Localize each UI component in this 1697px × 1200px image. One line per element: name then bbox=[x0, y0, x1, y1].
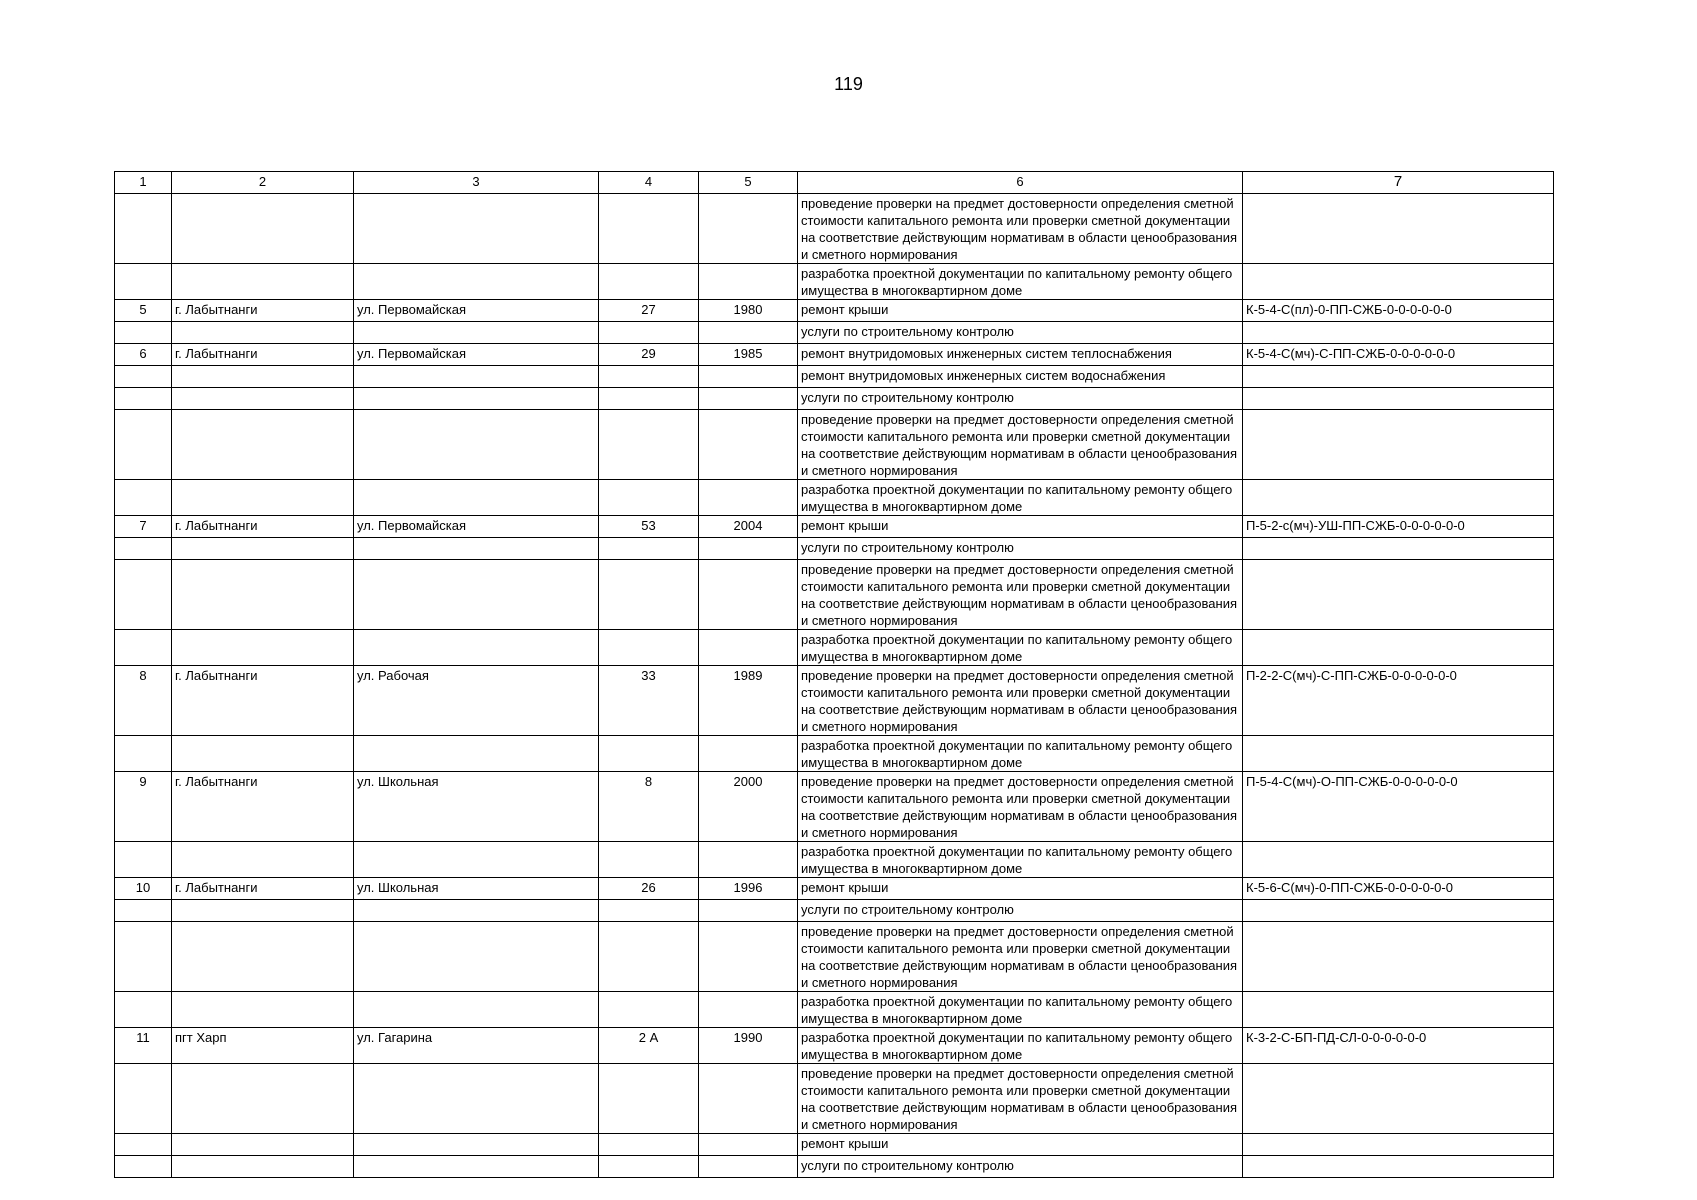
cell-house-number bbox=[599, 388, 699, 410]
cell-work-type: разработка проектной документации по капитальному ремонту общего имущества в многоквартирном доме bbox=[798, 264, 1243, 300]
cell-settlement: пгт Харп bbox=[172, 1028, 354, 1064]
cell-settlement bbox=[172, 736, 354, 772]
cell-work-type: проведение проверки на предмет достоверности определения сметной стоимости капитального ремонта или проверки сметной документации на соответствие действующим нормативам в области ценообразования и сметного нормирования bbox=[798, 666, 1243, 736]
cell-building-code: П-5-4-С(мч)-О-ПП-СЖБ-0-0-0-0-0-0 bbox=[1243, 772, 1554, 842]
cell-settlement bbox=[172, 194, 354, 264]
cell-settlement: г. Лабытнанги bbox=[172, 344, 354, 366]
cell-row-number bbox=[115, 264, 172, 300]
cell-house-number: 2 А bbox=[599, 1028, 699, 1064]
cell-year-built bbox=[699, 480, 798, 516]
cell-settlement: г. Лабытнанги bbox=[172, 878, 354, 900]
cell-house-number bbox=[599, 264, 699, 300]
cell-row-number: 5 bbox=[115, 300, 172, 322]
cell-street bbox=[354, 630, 599, 666]
cell-street bbox=[354, 560, 599, 630]
cell-building-code bbox=[1243, 842, 1554, 878]
cell-year-built: 1990 bbox=[699, 1028, 798, 1064]
cell-street bbox=[354, 388, 599, 410]
table-row bbox=[115, 194, 1554, 264]
cell-work-type: ремонт внутридомовых инженерных систем водоснабжения bbox=[798, 366, 1243, 388]
cell-work-type: услуги по строительному контролю bbox=[798, 900, 1243, 922]
cell-year-built bbox=[699, 1064, 798, 1134]
cell-street bbox=[354, 842, 599, 878]
cell-row-number bbox=[115, 560, 172, 630]
header-col-1: 1 bbox=[115, 172, 172, 194]
cell-row-number bbox=[115, 388, 172, 410]
table-row bbox=[115, 1134, 1554, 1156]
cell-house-number bbox=[599, 1064, 699, 1134]
cell-building-code bbox=[1243, 264, 1554, 300]
cell-work-type: проведение проверки на предмет достоверности определения сметной стоимости капитального ремонта или проверки сметной документации на соответствие действующим нормативам в области ценообразования и сметного нормирования bbox=[798, 922, 1243, 992]
works-table bbox=[114, 171, 1554, 1178]
cell-building-code bbox=[1243, 1156, 1554, 1178]
cell-settlement bbox=[172, 366, 354, 388]
header-col-3: 3 bbox=[354, 172, 599, 194]
cell-work-type: ремонт крыши bbox=[798, 1134, 1243, 1156]
table-row bbox=[115, 516, 1554, 538]
cell-house-number bbox=[599, 922, 699, 992]
cell-street bbox=[354, 538, 599, 560]
page-number: 119 bbox=[834, 74, 863, 94]
table-row bbox=[115, 538, 1554, 560]
cell-row-number bbox=[115, 900, 172, 922]
cell-building-code bbox=[1243, 366, 1554, 388]
cell-year-built bbox=[699, 560, 798, 630]
cell-year-built bbox=[699, 900, 798, 922]
table-row bbox=[115, 772, 1554, 842]
cell-street bbox=[354, 322, 599, 344]
cell-house-number bbox=[599, 1156, 699, 1178]
cell-settlement bbox=[172, 1156, 354, 1178]
cell-row-number: 8 bbox=[115, 666, 172, 736]
cell-settlement: г. Лабытнанги bbox=[172, 516, 354, 538]
table-row bbox=[115, 878, 1554, 900]
cell-street bbox=[354, 922, 599, 992]
cell-year-built bbox=[699, 194, 798, 264]
cell-year-built bbox=[699, 264, 798, 300]
header-col-5: 5 bbox=[699, 172, 798, 194]
cell-row-number bbox=[115, 736, 172, 772]
cell-house-number: 26 bbox=[599, 878, 699, 900]
cell-year-built: 1989 bbox=[699, 666, 798, 736]
header-col-7: 7 bbox=[1243, 172, 1554, 194]
cell-year-built bbox=[699, 1134, 798, 1156]
cell-year-built bbox=[699, 322, 798, 344]
cell-year-built: 1985 bbox=[699, 344, 798, 366]
cell-year-built bbox=[699, 388, 798, 410]
cell-street bbox=[354, 410, 599, 480]
cell-work-type: услуги по строительному контролю bbox=[798, 1156, 1243, 1178]
cell-street bbox=[354, 1064, 599, 1134]
cell-year-built bbox=[699, 736, 798, 772]
cell-building-code bbox=[1243, 194, 1554, 264]
cell-building-code: К-5-4-С(мч)-С-ПП-СЖБ-0-0-0-0-0-0 bbox=[1243, 344, 1554, 366]
table-row bbox=[115, 300, 1554, 322]
table-row bbox=[115, 1156, 1554, 1178]
table-row bbox=[115, 388, 1554, 410]
cell-settlement bbox=[172, 900, 354, 922]
table-row bbox=[115, 322, 1554, 344]
table-row bbox=[115, 1064, 1554, 1134]
cell-row-number: 10 bbox=[115, 878, 172, 900]
cell-settlement bbox=[172, 1134, 354, 1156]
cell-work-type: проведение проверки на предмет достоверности определения сметной стоимости капитального ремонта или проверки сметной документации на соответствие действующим нормативам в области ценообразования и сметного нормирования bbox=[798, 560, 1243, 630]
cell-house-number bbox=[599, 736, 699, 772]
cell-street: ул. Первомайская bbox=[354, 344, 599, 366]
cell-work-type: разработка проектной документации по капитальному ремонту общего имущества в многоквартирном доме bbox=[798, 630, 1243, 666]
cell-building-code bbox=[1243, 322, 1554, 344]
cell-house-number bbox=[599, 538, 699, 560]
cell-work-type: услуги по строительному контролю bbox=[798, 538, 1243, 560]
cell-year-built: 2004 bbox=[699, 516, 798, 538]
cell-house-number: 29 bbox=[599, 344, 699, 366]
cell-work-type: услуги по строительному контролю bbox=[798, 322, 1243, 344]
cell-house-number: 53 bbox=[599, 516, 699, 538]
cell-building-code: К-5-6-С(мч)-0-ПП-СЖБ-0-0-0-0-0-0 bbox=[1243, 878, 1554, 900]
cell-row-number: 11 bbox=[115, 1028, 172, 1064]
cell-work-type: ремонт крыши bbox=[798, 300, 1243, 322]
cell-settlement bbox=[172, 322, 354, 344]
cell-house-number: 33 bbox=[599, 666, 699, 736]
cell-work-type: разработка проектной документации по капитальному ремонту общего имущества в многоквартирном доме bbox=[798, 480, 1243, 516]
table-body bbox=[115, 194, 1554, 1178]
table-row bbox=[115, 630, 1554, 666]
cell-house-number bbox=[599, 322, 699, 344]
cell-street bbox=[354, 480, 599, 516]
cell-year-built bbox=[699, 1156, 798, 1178]
cell-work-type: разработка проектной документации по капитальному ремонту общего имущества в многоквартирном доме bbox=[798, 842, 1243, 878]
cell-settlement bbox=[172, 264, 354, 300]
cell-row-number bbox=[115, 1156, 172, 1178]
cell-work-type: разработка проектной документации по капитальному ремонту общего имущества в многоквартирном доме bbox=[798, 992, 1243, 1028]
cell-house-number bbox=[599, 366, 699, 388]
cell-house-number bbox=[599, 560, 699, 630]
cell-settlement: г. Лабытнанги bbox=[172, 666, 354, 736]
cell-settlement bbox=[172, 992, 354, 1028]
cell-building-code bbox=[1243, 992, 1554, 1028]
cell-row-number bbox=[115, 630, 172, 666]
cell-work-type: разработка проектной документации по капитальному ремонту общего имущества в многоквартирном доме bbox=[798, 736, 1243, 772]
table-row bbox=[115, 366, 1554, 388]
cell-row-number: 9 bbox=[115, 772, 172, 842]
cell-settlement bbox=[172, 480, 354, 516]
cell-row-number bbox=[115, 842, 172, 878]
cell-settlement: г. Лабытнанги bbox=[172, 300, 354, 322]
cell-building-code bbox=[1243, 922, 1554, 992]
table-row bbox=[115, 900, 1554, 922]
cell-building-code bbox=[1243, 1064, 1554, 1134]
cell-row-number bbox=[115, 992, 172, 1028]
header-row bbox=[115, 172, 1554, 194]
cell-work-type: проведение проверки на предмет достоверности определения сметной стоимости капитального ремонта или проверки сметной документации на соответствие действующим нормативам в области ценообразования и сметного нормирования bbox=[798, 1064, 1243, 1134]
cell-row-number: 7 bbox=[115, 516, 172, 538]
cell-street bbox=[354, 264, 599, 300]
cell-house-number bbox=[599, 992, 699, 1028]
cell-year-built: 1996 bbox=[699, 878, 798, 900]
cell-work-type: ремонт внутридомовых инженерных систем теплоснабжения bbox=[798, 344, 1243, 366]
header-col-2: 2 bbox=[172, 172, 354, 194]
cell-row-number bbox=[115, 322, 172, 344]
table-row bbox=[115, 480, 1554, 516]
table-row bbox=[115, 1028, 1554, 1064]
table-row bbox=[115, 666, 1554, 736]
cell-work-type: услуги по строительному контролю bbox=[798, 388, 1243, 410]
cell-work-type: проведение проверки на предмет достоверности определения сметной стоимости капитального ремонта или проверки сметной документации на соответствие действующим нормативам в области ценообразования и сметного нормирования bbox=[798, 194, 1243, 264]
cell-settlement bbox=[172, 538, 354, 560]
header-col-4: 4 bbox=[599, 172, 699, 194]
cell-street: ул. Школьная bbox=[354, 878, 599, 900]
cell-building-code bbox=[1243, 388, 1554, 410]
cell-settlement bbox=[172, 410, 354, 480]
cell-row-number bbox=[115, 480, 172, 516]
header-col-6: 6 bbox=[798, 172, 1243, 194]
cell-settlement bbox=[172, 630, 354, 666]
cell-street: ул. Первомайская bbox=[354, 300, 599, 322]
cell-work-type: ремонт крыши bbox=[798, 516, 1243, 538]
cell-year-built bbox=[699, 630, 798, 666]
cell-street: ул. Гагарина bbox=[354, 1028, 599, 1064]
cell-street: ул. Школьная bbox=[354, 772, 599, 842]
cell-work-type: ремонт крыши bbox=[798, 878, 1243, 900]
cell-building-code: К-3-2-С-БП-ПД-СЛ-0-0-0-0-0-0 bbox=[1243, 1028, 1554, 1064]
cell-building-code bbox=[1243, 900, 1554, 922]
table-row bbox=[115, 992, 1554, 1028]
cell-house-number bbox=[599, 630, 699, 666]
table-row bbox=[115, 842, 1554, 878]
cell-work-type: проведение проверки на предмет достоверности определения сметной стоимости капитального ремонта или проверки сметной документации на соответствие действующим нормативам в области ценообразования и сметного нормирования bbox=[798, 410, 1243, 480]
cell-house-number bbox=[599, 900, 699, 922]
table-row bbox=[115, 344, 1554, 366]
cell-row-number bbox=[115, 410, 172, 480]
cell-settlement: г. Лабытнанги bbox=[172, 772, 354, 842]
cell-work-type: проведение проверки на предмет достоверности определения сметной стоимости капитального ремонта или проверки сметной документации на соответствие действующим нормативам в области ценообразования и сметного нормирования bbox=[798, 772, 1243, 842]
cell-house-number bbox=[599, 410, 699, 480]
cell-building-code bbox=[1243, 410, 1554, 480]
table-row bbox=[115, 264, 1554, 300]
table-row bbox=[115, 410, 1554, 480]
cell-building-code: П-2-2-С(мч)-С-ПП-СЖБ-0-0-0-0-0-0 bbox=[1243, 666, 1554, 736]
cell-street bbox=[354, 194, 599, 264]
cell-building-code bbox=[1243, 736, 1554, 772]
cell-building-code bbox=[1243, 480, 1554, 516]
cell-year-built bbox=[699, 538, 798, 560]
cell-house-number bbox=[599, 480, 699, 516]
cell-row-number bbox=[115, 922, 172, 992]
cell-street bbox=[354, 900, 599, 922]
cell-row-number bbox=[115, 538, 172, 560]
cell-row-number bbox=[115, 1064, 172, 1134]
cell-settlement bbox=[172, 388, 354, 410]
cell-house-number bbox=[599, 1134, 699, 1156]
cell-house-number bbox=[599, 842, 699, 878]
cell-street: ул. Первомайская bbox=[354, 516, 599, 538]
table-row bbox=[115, 560, 1554, 630]
cell-year-built bbox=[699, 922, 798, 992]
cell-building-code bbox=[1243, 560, 1554, 630]
cell-settlement bbox=[172, 922, 354, 992]
cell-year-built bbox=[699, 366, 798, 388]
cell-settlement bbox=[172, 560, 354, 630]
cell-house-number bbox=[599, 194, 699, 264]
cell-row-number: 6 bbox=[115, 344, 172, 366]
cell-house-number: 27 bbox=[599, 300, 699, 322]
cell-building-code: П-5-2-с(мч)-УШ-ПП-СЖБ-0-0-0-0-0-0 bbox=[1243, 516, 1554, 538]
table-row bbox=[115, 922, 1554, 992]
cell-row-number bbox=[115, 194, 172, 264]
cell-building-code bbox=[1243, 1134, 1554, 1156]
cell-row-number bbox=[115, 366, 172, 388]
cell-year-built bbox=[699, 410, 798, 480]
cell-building-code bbox=[1243, 630, 1554, 666]
cell-street bbox=[354, 1156, 599, 1178]
cell-year-built: 1980 bbox=[699, 300, 798, 322]
cell-street bbox=[354, 366, 599, 388]
cell-street bbox=[354, 992, 599, 1028]
cell-year-built bbox=[699, 992, 798, 1028]
cell-street bbox=[354, 736, 599, 772]
cell-settlement bbox=[172, 842, 354, 878]
cell-work-type: разработка проектной документации по капитальному ремонту общего имущества в многоквартирном доме bbox=[798, 1028, 1243, 1064]
cell-row-number bbox=[115, 1134, 172, 1156]
cell-year-built bbox=[699, 842, 798, 878]
cell-year-built: 2000 bbox=[699, 772, 798, 842]
cell-street: ул. Рабочая bbox=[354, 666, 599, 736]
cell-building-code: К-5-4-С(пл)-0-ПП-СЖБ-0-0-0-0-0-0 bbox=[1243, 300, 1554, 322]
cell-building-code bbox=[1243, 538, 1554, 560]
table-row bbox=[115, 736, 1554, 772]
cell-settlement bbox=[172, 1064, 354, 1134]
cell-street bbox=[354, 1134, 599, 1156]
cell-house-number: 8 bbox=[599, 772, 699, 842]
